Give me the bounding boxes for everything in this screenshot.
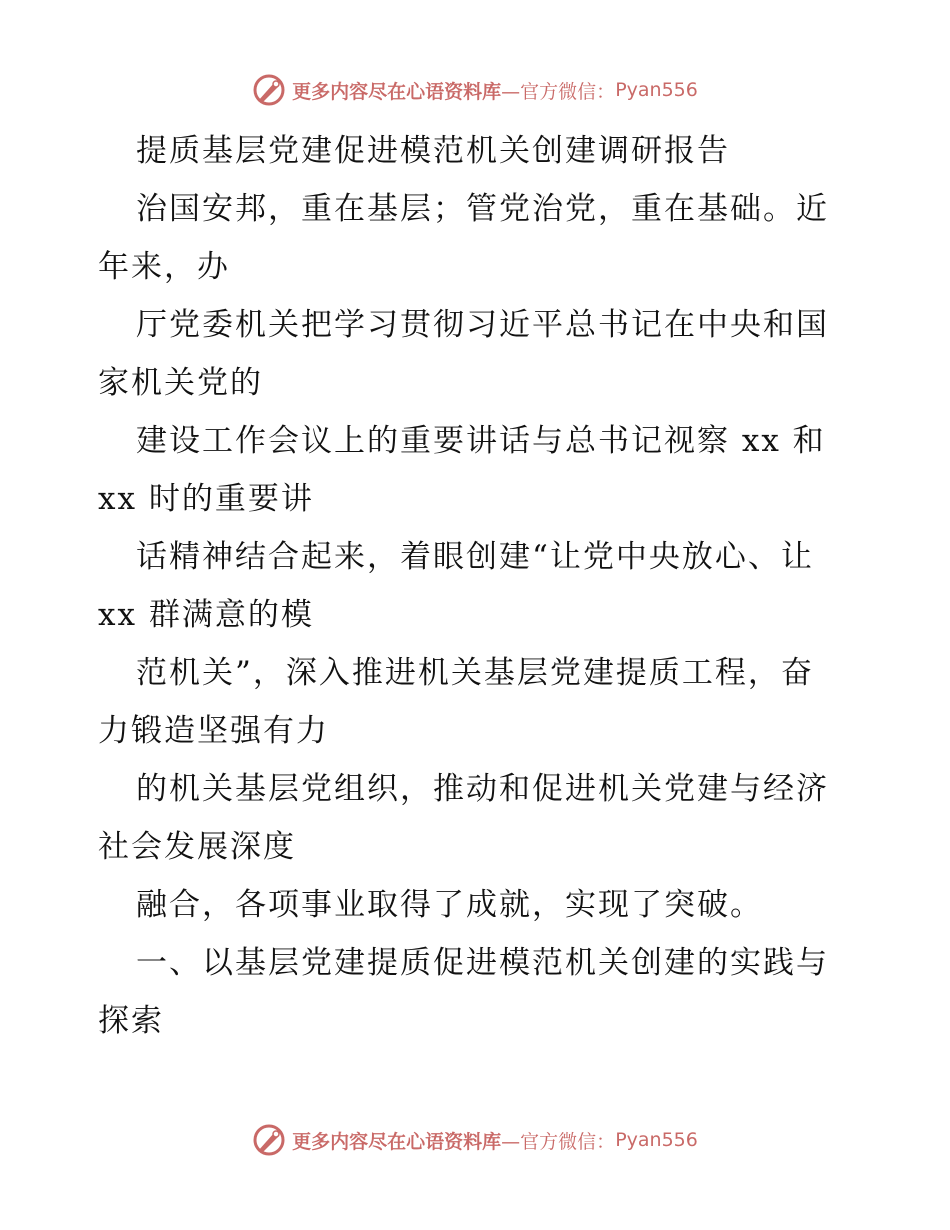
paragraph-line: 年来，办 <box>98 249 230 285</box>
paragraph-line: xx 时的重要讲 <box>98 481 314 517</box>
section-heading: 一、以基层党建提质促进模范机关创建的实践与 <box>136 945 829 981</box>
watermark-wechat-id: Pyan556 <box>615 1129 698 1151</box>
paragraph-line: 话精神结合起来，着眼创建“让党中央放心、让 <box>136 539 814 575</box>
watermark-main-text: 更多内容尽在心语资料库 <box>292 80 502 103</box>
document-body <box>98 122 858 1050</box>
paragraph-line: xx 群满意的模 <box>98 597 314 633</box>
pen-logo-icon <box>252 73 286 107</box>
section-heading-continuation: 探索 <box>98 1003 164 1039</box>
paragraph-line: 治国安邦，重在基层；管党治党，重在基础。近 <box>136 191 829 227</box>
watermark-wechat-id: Pyan556 <box>615 79 698 101</box>
paragraph-line: 范机关”，深入推进机关基层党建提质工程，奋 <box>136 655 814 691</box>
watermark-separator-text: —官方微信： <box>501 80 616 103</box>
paragraph-line: 家机关党的 <box>98 365 263 401</box>
document-title: 提质基层党建促进模范机关创建调研报告 <box>136 133 730 169</box>
watermark-separator-text: —官方微信： <box>501 1130 616 1153</box>
footer-watermark <box>0 1120 950 1160</box>
paragraph-line: 厅党委机关把学习贯彻习近平总书记在中央和国 <box>136 307 829 343</box>
header-watermark <box>0 70 950 110</box>
paragraph-line: 的机关基层党组织，推动和促进机关党建与经济 <box>136 771 829 807</box>
paragraph-line: 力锻造坚强有力 <box>98 713 329 749</box>
paragraph-line: 融合，各项事业取得了成就，实现了突破。 <box>136 887 763 923</box>
pen-logo-icon <box>252 1123 286 1157</box>
watermark-main-text: 更多内容尽在心语资料库 <box>292 1130 502 1153</box>
paragraph-line: 建设工作会议上的重要讲话与总书记视察 xx 和 <box>136 423 826 459</box>
paragraph-line: 社会发展深度 <box>98 829 296 865</box>
